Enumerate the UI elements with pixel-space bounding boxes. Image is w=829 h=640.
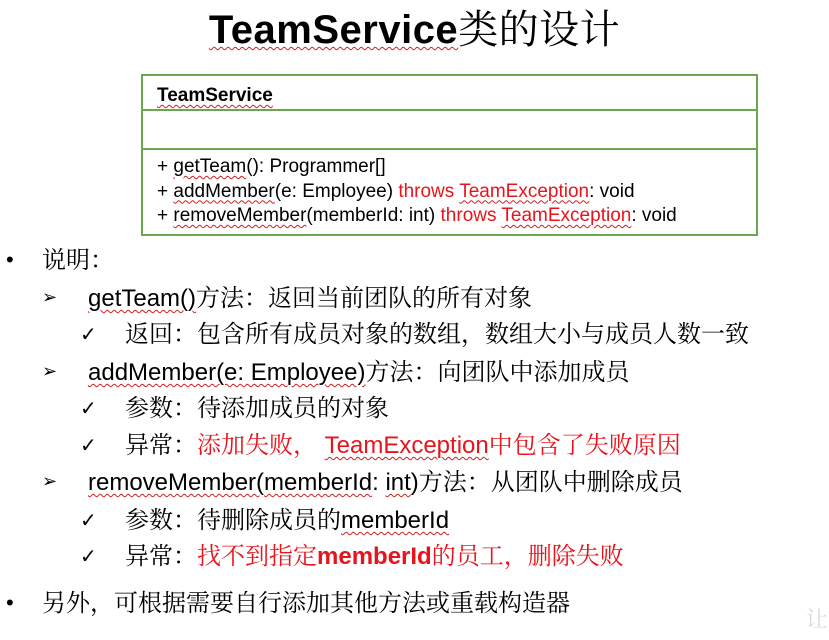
uml-op-add-member: + addMember(e: Employee) throws TeamException: void <box>157 180 635 202</box>
item-get-team: getTeam()方法：返回当前团队的所有对象 <box>88 284 533 312</box>
item-add-member-param: 参数：待添加成员的对象 <box>125 394 389 422</box>
check-bullet-icon: ✓ <box>80 322 97 346</box>
check-bullet-icon: ✓ <box>80 508 97 532</box>
uml-operations-section <box>143 150 756 229</box>
title-suffix: 类的设计 <box>458 7 621 53</box>
arrow-bullet-icon: ➢ <box>42 471 58 492</box>
item-get-team-return: 返回：包含所有成员对象的数组，数组大小与成员人数一致 <box>125 320 749 348</box>
page-title <box>0 6 829 54</box>
note-heading: 说明： <box>42 246 114 274</box>
bullet-dot-icon: • <box>6 590 14 615</box>
uml-class-name: TeamService <box>143 76 756 111</box>
watermark-glyph: 让 <box>806 608 829 633</box>
item-add-member: addMember(e: Employee)方法：向团队中添加成员 <box>88 358 630 386</box>
uml-class-box <box>141 74 758 236</box>
uml-op-get-team: + getTeam(): Programmer[] <box>157 156 386 177</box>
title-class-name: TeamService <box>208 8 459 52</box>
item-remove-member-exception: 异常：找不到指定memberId的员工，删除失败 <box>125 542 624 570</box>
arrow-bullet-icon: ➢ <box>42 361 58 382</box>
check-bullet-icon: ✓ <box>80 433 97 457</box>
check-bullet-icon: ✓ <box>80 396 97 420</box>
uml-attributes-section <box>143 111 756 150</box>
bullet-dot-icon: • <box>6 247 14 272</box>
uml-op-remove-member: + removeMember(memberId: int) throws TeamException: void <box>157 205 677 226</box>
item-remove-member-param: 参数：待删除成员的memberId <box>125 506 450 534</box>
item-add-member-exception: 异常：添加失败， TeamException中包含了失败原因 <box>125 431 681 459</box>
item-remove-member: removeMember(memberId: int)方法：从团队中删除成员 <box>88 468 683 496</box>
arrow-bullet-icon: ➢ <box>42 287 58 308</box>
note-extra: 另外，可根据需要自行添加其他方法或重载构造器 <box>42 589 570 617</box>
check-bullet-icon: ✓ <box>80 544 97 568</box>
